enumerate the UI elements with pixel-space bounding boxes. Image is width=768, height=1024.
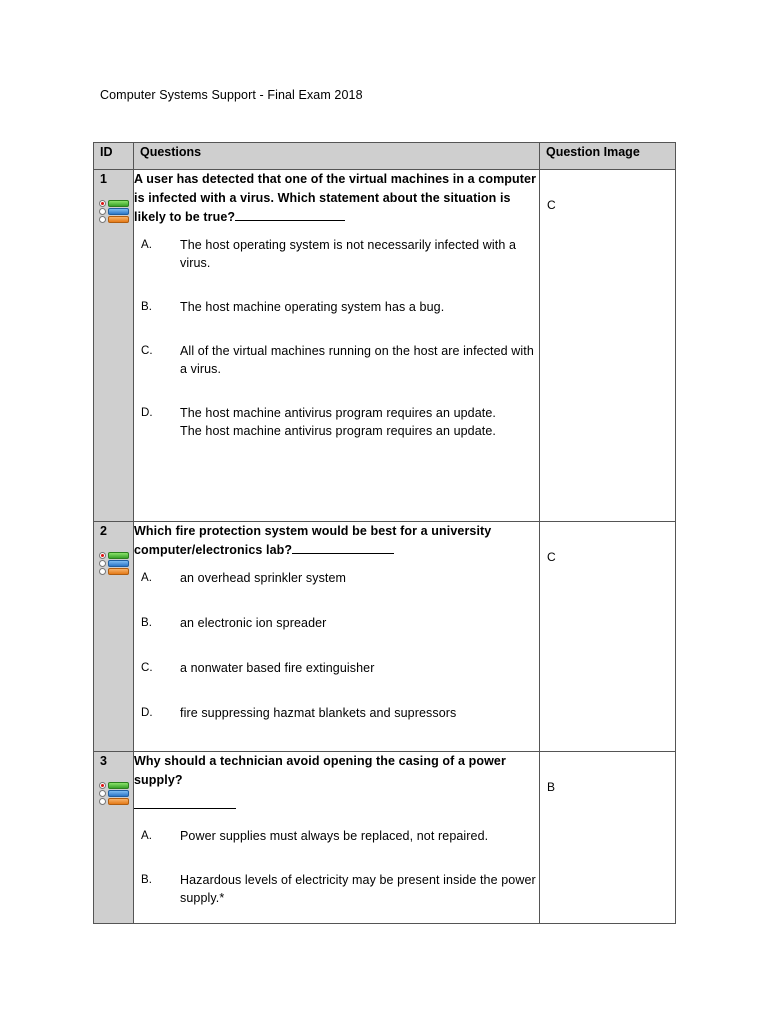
question-image-cell [540, 522, 676, 752]
header-question-image: Question Image [540, 143, 676, 170]
radio-empty-icon[interactable] [99, 208, 106, 215]
header-id: ID [94, 143, 134, 170]
question-text: Why should a technician avoid opening the casing of a power supply? [134, 752, 539, 815]
answer-blank [292, 541, 394, 554]
header-questions: Questions [134, 143, 540, 170]
question-cell [134, 170, 540, 522]
exam-table [93, 142, 676, 924]
correct-answer: C [547, 198, 556, 212]
option-d: D. fire suppressing hazmat blankets and supressors [141, 706, 457, 720]
question-text: Which fire protection system would be best for a university computer/electronics lab? [134, 524, 492, 557]
question-id: 1 [100, 172, 107, 186]
radio-empty-icon[interactable] [99, 790, 106, 797]
id-cell [94, 752, 134, 924]
answer-widget[interactable] [99, 551, 129, 575]
document-title: Computer Systems Support - Final Exam 2018 [100, 88, 363, 102]
radio-selected-icon[interactable] [99, 782, 106, 789]
option-c: C. a nonwater based fire extinguisher [141, 661, 375, 675]
option-c: C. All of the virtual machines running on the host are infected with a virus. [141, 344, 534, 376]
question-text: A user has detected that one of the virtual machines in a computer is infected with a virus. Which statement about the situation is likely to be true? [134, 172, 537, 224]
question-cell [134, 522, 540, 752]
radio-empty-icon[interactable] [99, 216, 106, 223]
id-cell [94, 522, 134, 752]
blue-bar-icon [108, 560, 129, 567]
orange-bar-icon [108, 798, 129, 805]
answer-blank [134, 796, 236, 809]
id-cell [94, 170, 134, 522]
orange-bar-icon [108, 568, 129, 575]
correct-answer: C [547, 550, 556, 564]
green-bar-icon [108, 782, 129, 789]
option-b: B. Hazardous levels of electricity may be present inside the power supply.* [141, 873, 536, 905]
option-a: A. The host operating system is not necessarily infected with a virus. [141, 238, 517, 270]
option-b: B. an electronic ion spreader [141, 616, 327, 630]
option-d: D. The host machine antivirus program requires an update. The host machine antivirus program requires an update. [141, 406, 496, 438]
orange-bar-icon [108, 216, 129, 223]
header-row [94, 143, 676, 170]
blue-bar-icon [108, 790, 129, 797]
question-image-cell [540, 752, 676, 924]
green-bar-icon [108, 552, 129, 559]
radio-empty-icon[interactable] [99, 560, 106, 567]
question-id: 3 [100, 754, 107, 768]
answer-widget[interactable] [99, 781, 129, 805]
option-b: B. The host machine operating system has a bug. [141, 300, 445, 314]
radio-empty-icon[interactable] [99, 568, 106, 575]
question-cell [134, 752, 540, 924]
option-a: A. Power supplies must always be replaced, not repaired. [141, 829, 489, 843]
question-id: 2 [100, 524, 107, 538]
table-row [94, 522, 676, 752]
answer-blank [235, 208, 345, 221]
radio-selected-icon[interactable] [99, 200, 106, 207]
blue-bar-icon [108, 208, 129, 215]
table-row [94, 752, 676, 924]
radio-empty-icon[interactable] [99, 798, 106, 805]
radio-selected-icon[interactable] [99, 552, 106, 559]
correct-answer: B [547, 780, 556, 794]
table-row [94, 170, 676, 522]
option-a: A. an overhead sprinkler system [141, 571, 347, 585]
question-image-cell [540, 170, 676, 522]
answer-widget[interactable] [99, 199, 129, 223]
green-bar-icon [108, 200, 129, 207]
